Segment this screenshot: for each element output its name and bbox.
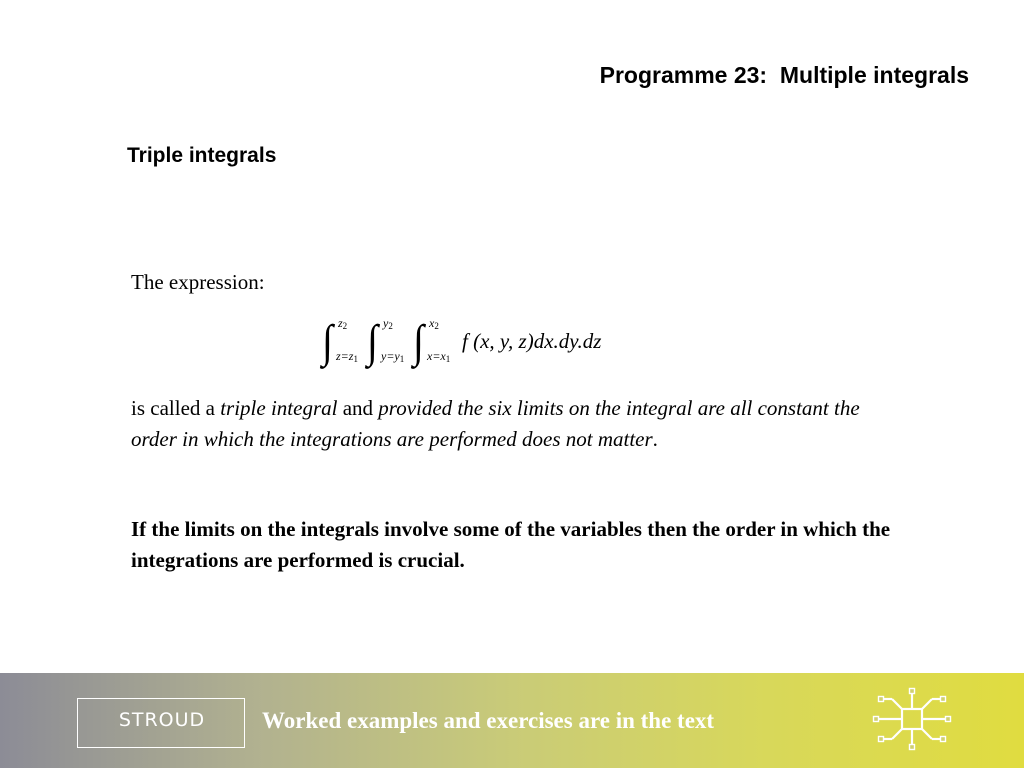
intro-text: The expression: bbox=[131, 270, 265, 294]
lower-limit-y: $y=y_1$ bbox=[381, 349, 405, 364]
upper-limit-z: $z_2$ bbox=[338, 316, 348, 331]
warning-paragraph: If the limits on the integrals involve some of the variables then the order in which the integrations are performed is crucial. bbox=[131, 517, 891, 572]
circuit-icon bbox=[870, 687, 954, 751]
lower-limit-z: $z=z_1$ bbox=[336, 349, 358, 364]
section-title: Triple integrals bbox=[127, 144, 277, 167]
upper-limit-x: $x_2$ bbox=[429, 316, 439, 331]
stroud-logo: STROUD bbox=[118, 709, 206, 731]
programme-title: Programme 23: Multiple integrals bbox=[599, 62, 969, 88]
integral-z bbox=[322, 314, 362, 372]
triple-integral-formula bbox=[322, 314, 662, 372]
integral-sign: ∫ bbox=[367, 315, 378, 367]
lower-limit-x: $x=x_1$ bbox=[427, 349, 451, 364]
footer-note: Worked examples and exercises are in the text bbox=[262, 708, 715, 733]
condition-text: provided the six limits on the integral are all constant the order in which the integrations are performed does not matter bbox=[131, 396, 860, 451]
integral-x bbox=[413, 314, 453, 372]
definition-paragraph: is called a triple integral and provided the six limits on the integral are all constant the order in which the integrations are performed does not matter. bbox=[131, 396, 860, 451]
integrand: f (x, y, z)dx.dy.dz bbox=[462, 329, 602, 353]
footer-bar bbox=[0, 673, 1024, 768]
term-triple-integral: triple integral bbox=[220, 396, 338, 420]
upper-limit-y: $y_2$ bbox=[383, 316, 393, 331]
integral-y bbox=[367, 314, 407, 372]
integral-sign: ∫ bbox=[413, 315, 424, 367]
stroud-logo-box bbox=[77, 698, 245, 748]
integral-sign: ∫ bbox=[322, 315, 333, 367]
